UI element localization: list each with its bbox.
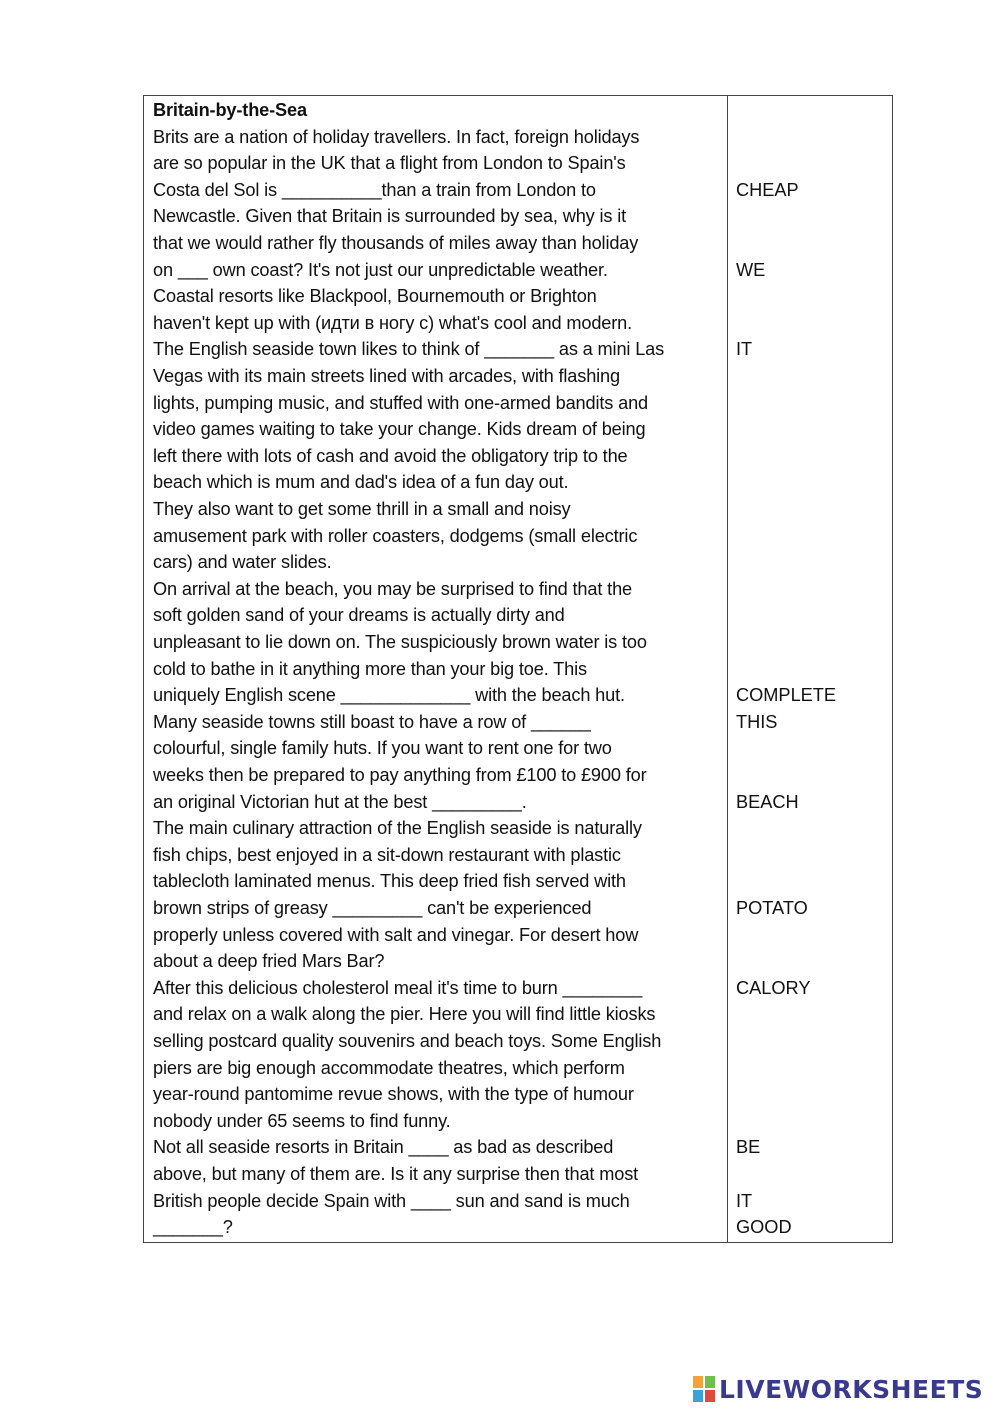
passage-line: Not all seaside resorts in Britain ____ as bad as described	[153, 1137, 614, 1158]
passage-line: are so popular in the UK that a flight from London to Spain's	[153, 153, 626, 174]
passage-line: video games waiting to take your change. Kids dream of being	[153, 419, 646, 440]
passage-line: and relax on a walk along the pier. Here you will find little kiosks	[153, 1004, 656, 1025]
passage-line: selling postcard quality souvenirs and beach toys. Some English	[153, 1031, 662, 1051]
passage-line: about a deep fried Mars Bar?	[153, 951, 385, 972]
passage-line: beach which is mum and dad's idea of a fun day out.	[153, 472, 569, 493]
key-word: WE	[736, 259, 766, 280]
passage-line: uniquely English scene _____________ with the beach hut.	[153, 685, 625, 706]
brand-footer	[693, 1371, 983, 1407]
passage-line: cold to bathe in it anything more than your big toe. This	[153, 658, 587, 679]
passage-line: weeks then be prepared to pay anything from £100 to £900 for	[153, 765, 647, 785]
key-word: CHEAP	[736, 179, 799, 200]
key-word: BE	[736, 1137, 761, 1158]
worksheet-table	[143, 95, 893, 1243]
passage-line: _______?	[153, 1217, 233, 1238]
passage-line: lights, pumping music, and stuffed with one-armed bandits and	[153, 392, 649, 413]
key-word: IT	[736, 339, 753, 360]
passage-line: cars) and water slides.	[153, 552, 332, 573]
passage-line: Costa del Sol is __________than a train from London to	[153, 179, 596, 200]
key-word: POTATO	[736, 898, 808, 918]
key-word: IT	[736, 1190, 753, 1211]
key-word: GOOD	[736, 1217, 792, 1238]
passage-line: piers are big enough accommodate theatres, which perform	[153, 1057, 625, 1078]
passage-line: Brits are a nation of holiday travellers. In fact, foreign holidays	[153, 126, 640, 147]
passage-line: tablecloth laminated menus. This deep fried fish served with	[153, 871, 626, 892]
passage-line: The English seaside town likes to think of _______ as a mini Las	[153, 339, 665, 360]
passage-line: Coastal resorts like Blackpool, Bournemouth or Brighton	[153, 286, 597, 307]
brand-name: LIVEWORKSHEETS	[719, 1374, 984, 1404]
passage-line: haven't kept up with (идти в ногу с) what's cool and modern.	[153, 312, 633, 333]
key-word: COMPLETE	[736, 685, 837, 706]
passage-line: year-round pantomime revue shows, with the type of humour	[153, 1084, 634, 1105]
passage-line: an original Victorian hut at the best _________.	[153, 791, 527, 812]
passage-line: Many seaside towns still boast to have a row of ______	[153, 711, 591, 732]
passage-line: brown strips of greasy _________ can't be experienced	[153, 898, 592, 918]
passage-line: The main culinary attraction of the English seaside is naturally	[153, 818, 642, 839]
passage-line: colourful, single family huts. If you want to rent one for two	[153, 738, 612, 759]
column-divider	[727, 96, 728, 1242]
passage-line: nobody under 65 seems to find funny.	[153, 1110, 451, 1131]
passage-line: soft golden sand of your dreams is actually dirty and	[153, 605, 565, 626]
passage-line: above, but many of them are. Is it any surprise then that most	[153, 1164, 639, 1184]
key-word: CALORY	[736, 977, 811, 998]
passage-line: left there with lots of cash and avoid the obligatory trip to the	[153, 445, 628, 466]
passage-title: Britain-by-the-Sea	[153, 100, 307, 120]
key-word: THIS	[736, 711, 778, 732]
passage-line: fish chips, best enjoyed in a sit-down restaurant with plastic	[153, 844, 621, 865]
passage-line: unpleasant to lie down on. The suspiciously brown water is too	[153, 632, 647, 652]
liveworksheets-logo-icon	[693, 1376, 715, 1402]
passage-line: They also want to get some thrill in a small and noisy	[153, 499, 571, 519]
passage-line: amusement park with roller coasters, dodgems (small electric	[153, 525, 638, 546]
passage-line: that we would rather fly thousands of miles away than holiday	[153, 233, 639, 253]
passage-line: After this delicious cholesterol meal it's time to burn ________	[153, 977, 643, 998]
passage-line: On arrival at the beach, you may be surprised to find that the	[153, 578, 633, 599]
passage-line: Vegas with its main streets lined with arcades, with flashing	[153, 366, 620, 386]
passage-line: on ___ own coast? It's not just our unpredictable weather.	[153, 259, 608, 280]
passage-line: Newcastle. Given that Britain is surrounded by sea, why is it	[153, 206, 627, 227]
key-word: BEACH	[736, 791, 799, 812]
passage-line: properly unless covered with salt and vinegar. For desert how	[153, 924, 639, 945]
passage-line: British people decide Spain with ____ sun and sand is much	[153, 1190, 630, 1211]
